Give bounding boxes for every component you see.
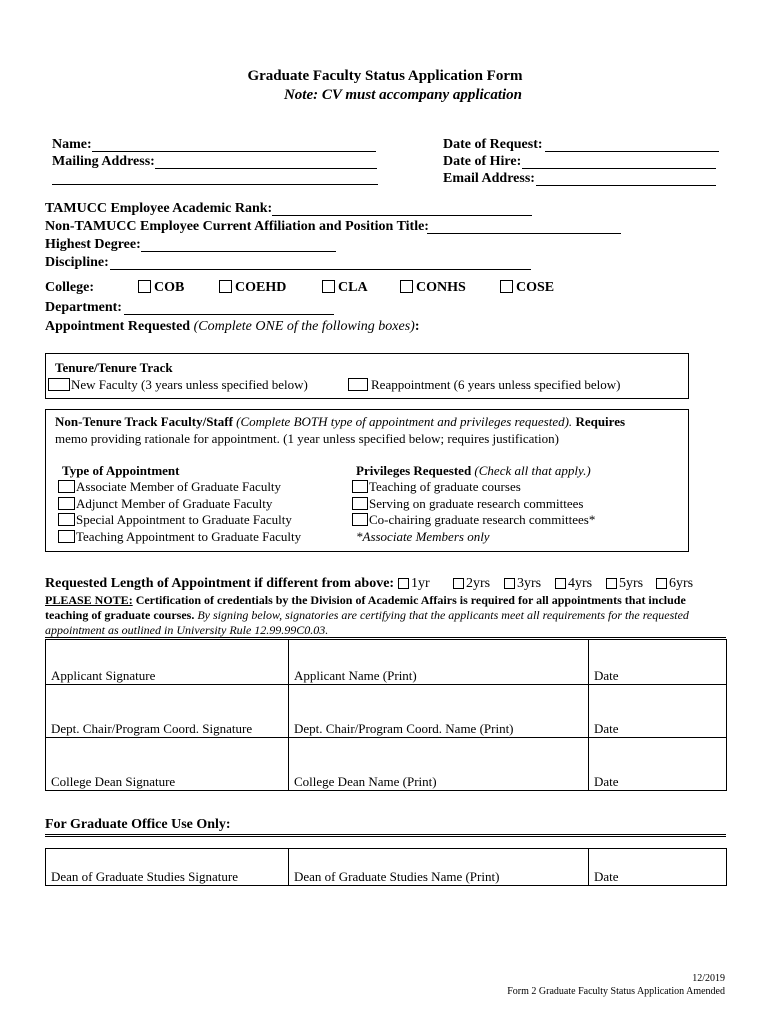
type-option-special[interactable]: Special Appointment to Graduate Faculty [58, 512, 292, 528]
type-of-appointment-title: Type of Appointment [62, 463, 180, 478]
checkbox-icon [500, 280, 513, 293]
mailing-address-field[interactable] [155, 168, 377, 169]
office-use-table [45, 848, 727, 886]
college-label: College: [45, 280, 94, 295]
associate-members-footnote: *Associate Members only [356, 529, 490, 544]
dean-name-cell[interactable]: College Dean Name (Print) [289, 738, 589, 791]
grad-dean-name-cell[interactable]: Dean of Graduate Studies Name (Print) [289, 849, 589, 886]
chair-date-cell[interactable]: Date [589, 685, 727, 738]
table-row [46, 738, 727, 791]
reappointment-option[interactable]: Reappointment (6 years unless specified below) [348, 377, 620, 393]
length-label: Requested Length of Appointment if different from above: [45, 576, 395, 591]
college-option-coehd[interactable]: COEHD [219, 280, 286, 296]
new-faculty-option[interactable]: New Faculty (3 years unless specified below) [48, 377, 308, 393]
college-option-conhs[interactable]: CONHS [400, 280, 466, 296]
date-of-hire-field[interactable] [522, 168, 716, 169]
please-note-line-1: PLEASE NOTE: Certification of credentials by the Division of Academic Affairs is required for all appointments that include [45, 593, 686, 607]
highest-degree-field[interactable] [141, 251, 336, 252]
form-title: Graduate Faculty Status Application Form [247, 68, 523, 84]
footer-form-name: Form 2 Graduate Faculty Status Application Amended [507, 986, 725, 997]
privilege-option-cochairing[interactable]: Co-chairing graduate research committees* [352, 512, 595, 528]
checkbox-icon [352, 513, 368, 526]
applicant-signature-cell[interactable]: Applicant Signature [46, 640, 289, 685]
date-of-request-label: Date of Request: [443, 137, 543, 152]
department-field[interactable] [124, 314, 334, 315]
checkbox-icon [656, 578, 667, 589]
checkbox-icon [322, 280, 335, 293]
privilege-option-teaching[interactable]: Teaching of graduate courses [352, 479, 521, 495]
college-option-cose[interactable]: COSE [500, 280, 554, 296]
grad-dean-date-cell[interactable]: Date [589, 849, 727, 886]
college-option-cob[interactable]: COB [138, 280, 184, 296]
email-address-field[interactable] [536, 185, 716, 186]
dean-signature-cell[interactable]: College Dean Signature [46, 738, 289, 791]
discipline-label: Discipline: [45, 255, 109, 270]
type-option-teaching[interactable]: Teaching Appointment to Graduate Faculty [58, 529, 301, 545]
length-option-3yrs[interactable]: 3yrs [504, 576, 541, 592]
length-option-5yrs[interactable]: 5yrs [606, 576, 643, 592]
privileges-requested-title: Privileges Requested (Check all that apply.) [356, 463, 591, 478]
name-field[interactable] [92, 151, 376, 152]
length-option-6yrs[interactable]: 6yrs [656, 576, 693, 592]
email-address-label: Email Address: [443, 171, 535, 186]
affiliation-field[interactable] [427, 233, 621, 234]
checkbox-icon [352, 497, 368, 510]
academic-rank-field[interactable] [272, 215, 532, 216]
chair-name-cell[interactable]: Dept. Chair/Program Coord. Name (Print) [289, 685, 589, 738]
checkbox-icon [58, 480, 75, 493]
applicant-date-cell[interactable]: Date [589, 640, 727, 685]
affiliation-label: Non-TAMUCC Employee Current Affiliation and Position Title: [45, 219, 429, 234]
tenure-track-title: Tenure/Tenure Track [55, 360, 173, 375]
discipline-field[interactable] [110, 269, 531, 270]
grad-dean-signature-cell[interactable]: Dean of Graduate Studies Signature [46, 849, 289, 886]
privilege-option-serving[interactable]: Serving on graduate research committees [352, 496, 583, 512]
checkbox-icon [58, 497, 75, 510]
please-note-line-2: teaching of graduate courses. By signing below, signatories are certifying that the applicants meet all requirements for the requested [45, 608, 689, 622]
non-tenure-memo: memo providing rationale for appointment. (1 year unless specified below; requires justification) [55, 431, 559, 446]
applicant-name-cell[interactable]: Applicant Name (Print) [289, 640, 589, 685]
checkbox-icon [219, 280, 232, 293]
type-option-associate[interactable]: Associate Member of Graduate Faculty [58, 479, 281, 495]
college-option-cla[interactable]: CLA [322, 280, 368, 296]
checkbox-icon [138, 280, 151, 293]
name-label: Name: [52, 137, 92, 152]
form-note: Note: CV must accompany application [283, 87, 523, 103]
chair-signature-cell[interactable]: Dept. Chair/Program Coord. Signature [46, 685, 289, 738]
checkbox-icon [348, 378, 368, 391]
length-option-1yr[interactable]: 1yr [398, 576, 430, 592]
office-use-label: For Graduate Office Use Only: [45, 817, 231, 832]
dean-date-cell[interactable]: Date [589, 738, 727, 791]
please-note-line-3: appointment as outlined in University Rule 12.99.99C0.03. [45, 623, 329, 637]
checkbox-icon [400, 280, 413, 293]
table-row [46, 685, 727, 738]
checkbox-icon [606, 578, 617, 589]
checkbox-icon [453, 578, 464, 589]
checkbox-icon [398, 578, 409, 589]
date-of-hire-label: Date of Hire: [443, 154, 522, 169]
length-option-4yrs[interactable]: 4yrs [555, 576, 592, 592]
non-tenure-heading: Non-Tenure Track Faculty/Staff (Complete BOTH type of appointment and privileges requested). Requires [55, 414, 626, 429]
length-option-2yrs[interactable]: 2yrs [453, 576, 490, 592]
checkbox-icon [58, 513, 75, 526]
department-label: Department: [45, 300, 122, 315]
checkbox-icon [352, 480, 368, 493]
highest-degree-label: Highest Degree: [45, 237, 141, 252]
checkbox-icon [555, 578, 566, 589]
checkbox-icon [58, 530, 75, 543]
mailing-address-field-2[interactable] [52, 184, 378, 185]
table-row [46, 849, 727, 886]
footer-date: 12/2019 [692, 973, 725, 984]
table-row [46, 640, 727, 685]
academic-rank-label: TAMUCC Employee Academic Rank: [45, 201, 273, 216]
type-option-adjunct[interactable]: Adjunct Member of Graduate Faculty [58, 496, 272, 512]
appointment-requested: Appointment Requested (Complete ONE of the following boxes): [45, 319, 420, 334]
checkbox-icon [48, 378, 70, 391]
checkbox-icon [504, 578, 515, 589]
office-use-divider [45, 834, 726, 837]
mailing-address-label: Mailing Address: [52, 154, 155, 169]
date-of-request-field[interactable] [545, 151, 719, 152]
signature-table [45, 639, 727, 791]
